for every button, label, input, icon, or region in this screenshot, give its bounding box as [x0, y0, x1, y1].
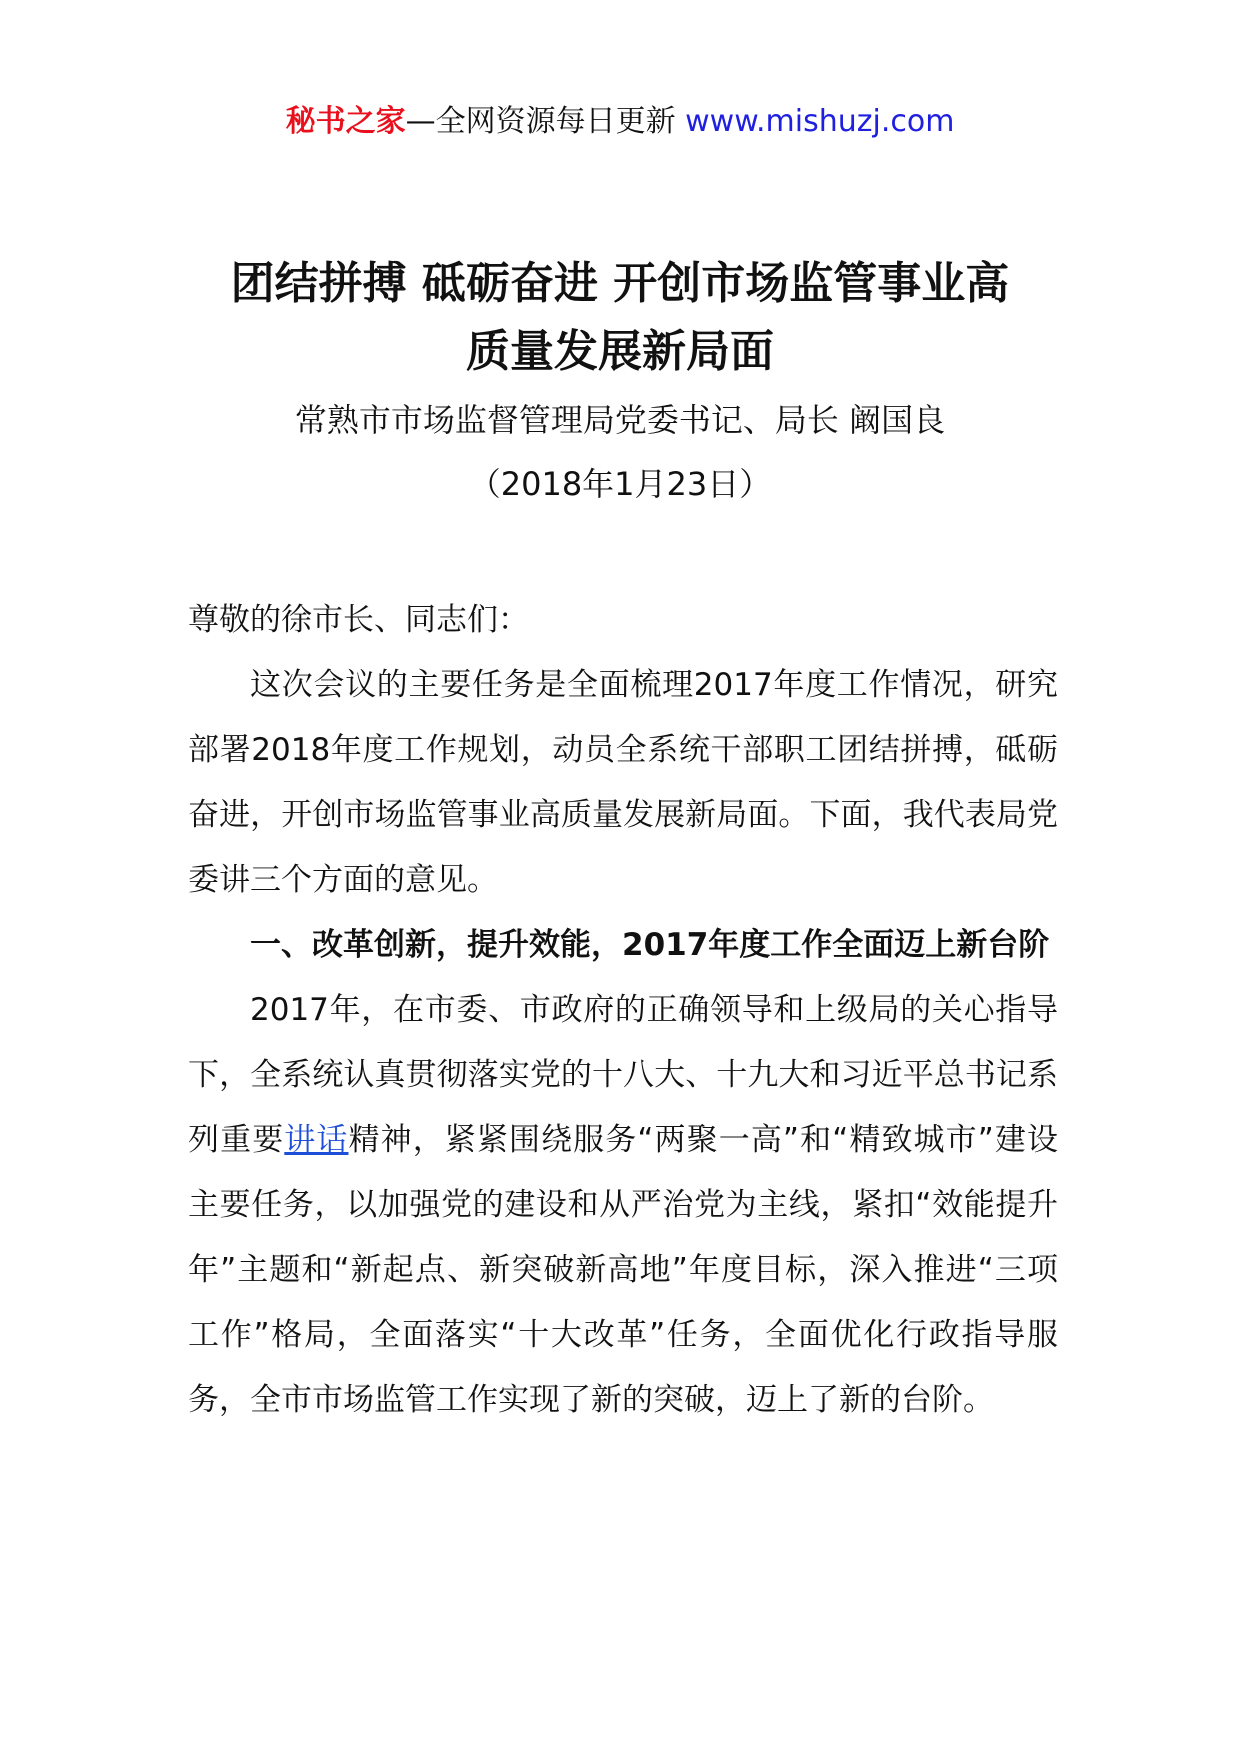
title-line-1: 团结拼搏 砥砺奋进 开创市场监管事业高	[230, 258, 1010, 309]
intro-paragraph: 这次会议的主要任务是全面梳理2017年度工作情况，研究部署2018年度工作规划，动员全系统干部职工团结拼搏，砥砺奋进，开创市场监管事业高质量发展新局面。下面，我代表局党委讲三个方面的意见。	[188, 667, 1058, 898]
title-line-2: 质量发展新局面	[466, 326, 774, 377]
speech-date: （2018年1月23日）	[468, 465, 772, 503]
salutation: 尊敬的徐市长、同志们：	[188, 602, 529, 638]
banner-site-link[interactable]: www.mishuzj.com	[685, 104, 955, 139]
speech-link[interactable]: 讲话	[284, 1122, 349, 1158]
banner-brand: 秘书之家	[285, 104, 406, 139]
banner-tagline: —全网资源每日更新	[405, 104, 676, 139]
section-1-paragraph	[188, 978, 1058, 1433]
section-1-heading: 一、改革创新，提升效能，2017年度工作全面迈上新台阶	[250, 927, 1050, 963]
site-banner	[0, 100, 1240, 144]
section-1-text-before-link: 2017年，在市委、市政府的正确领导和上级局的关心指导下，全系统认真贯彻落实党的十八大、十九大和习近平总书记系列重要	[188, 992, 1058, 1158]
document-title	[180, 250, 1060, 386]
section-1-text-after-link: 精神，紧紧围绕服务“两聚一高”和“精致城市”建设主要任务，以加强党的建设和从严治党为主线，紧扣“效能提升年”主题和“新起点、新突破新高地”年度目标，深入推进“三项工作”格局，全面落实“十大改革”任务，全面优化行政指导服务，全市市场监管工作实现了新的突破，迈上了新的台阶。	[188, 1122, 1058, 1418]
document-body	[188, 588, 1058, 1433]
author-byline: 常熟市市场监督管理局党委书记、局长 阚国良	[294, 401, 946, 439]
